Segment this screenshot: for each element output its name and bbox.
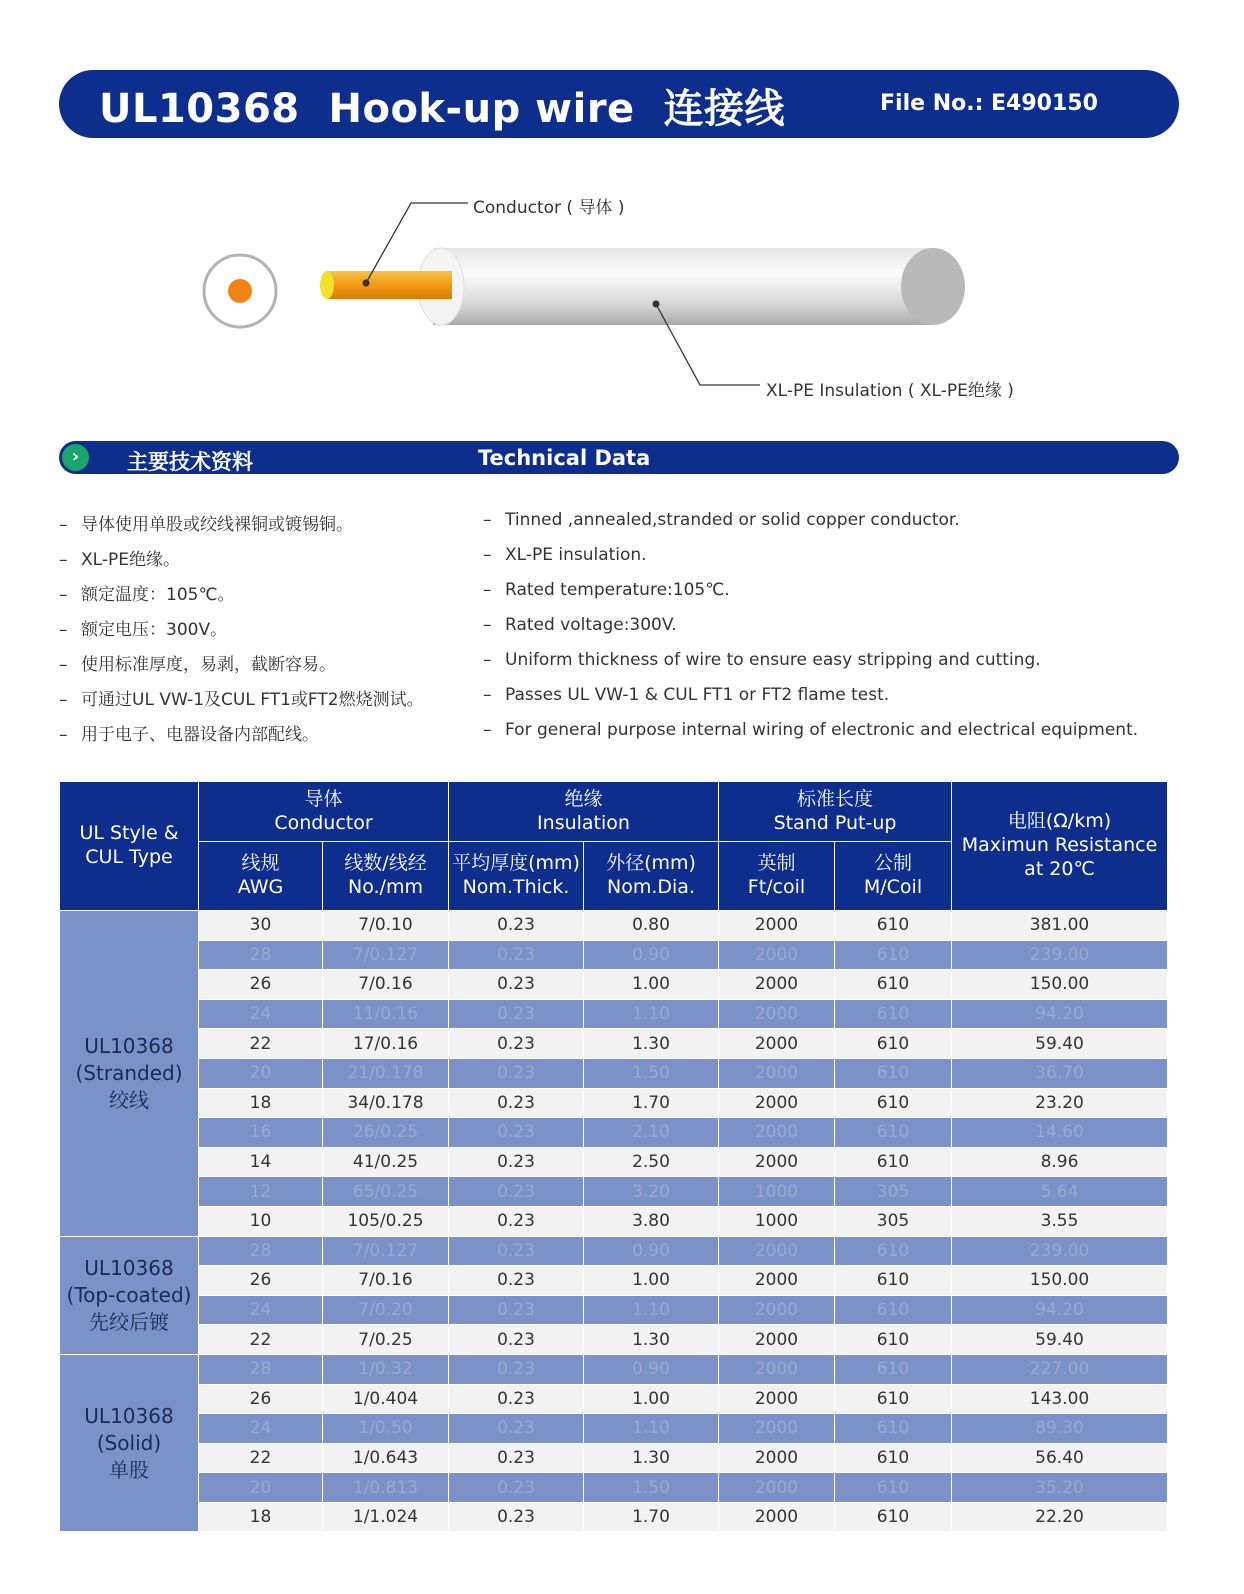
table-cell: 1/0.643 — [323, 1443, 449, 1473]
table-cell: 20 — [199, 1473, 323, 1503]
table-cell: 14.60 — [952, 1118, 1168, 1148]
header-putup: 标准长度 Stand Put-up — [719, 782, 952, 842]
table-cell: 20 — [199, 1058, 323, 1088]
table-row — [60, 940, 1168, 970]
table-cell: 17/0.16 — [323, 1029, 449, 1059]
table-cell: 26 — [199, 1266, 323, 1296]
table-cell: 21/0.178 — [323, 1058, 449, 1088]
table-cell: 0.23 — [449, 999, 584, 1029]
table-cell: 0.23 — [449, 1029, 584, 1059]
table-cell: 2000 — [719, 1354, 835, 1384]
table-cell: 3.20 — [584, 1177, 719, 1207]
table-cell: 2000 — [719, 911, 835, 941]
feature-cn-item: – 导体使用单股或绞线裸铜或镀锡铜。 — [59, 515, 353, 535]
table-cell: 1/0.813 — [323, 1473, 449, 1503]
table-cell: 610 — [835, 940, 952, 970]
table-cell: 239.00 — [952, 1236, 1168, 1266]
table-cell: 305 — [835, 1206, 952, 1236]
table-cell: 2000 — [719, 1236, 835, 1266]
table-cell: 2000 — [719, 1266, 835, 1296]
table-row — [60, 1266, 1168, 1296]
table-cell: 94.20 — [952, 999, 1168, 1029]
table-cell: 2000 — [719, 1325, 835, 1355]
table-cell: 7/0.127 — [323, 1236, 449, 1266]
table-cell: 2.50 — [584, 1147, 719, 1177]
table-cell: 1.00 — [584, 1266, 719, 1296]
header-insulation: 绝缘 Insulation — [449, 782, 719, 842]
table-cell: 24 — [199, 999, 323, 1029]
table-cell: 30 — [199, 911, 323, 941]
table-cell: 0.23 — [449, 1384, 584, 1414]
table-cell: 239.00 — [952, 940, 1168, 970]
table-cell: 610 — [835, 1473, 952, 1503]
table-cell: 1.00 — [584, 970, 719, 1000]
feature-en-item: – For general purpose internal wiring of electronic and electrical equipment. — [483, 720, 1139, 740]
table-cell: 610 — [835, 1443, 952, 1473]
table-cell: 610 — [835, 999, 952, 1029]
feature-en-item: – XL-PE insulation. — [483, 545, 647, 565]
table-cell: 7/0.127 — [323, 940, 449, 970]
table-cell: 26 — [199, 970, 323, 1000]
table-cell: 2000 — [719, 1029, 835, 1059]
table-cell: 1.70 — [584, 1502, 719, 1532]
feature-cn-item: – XL-PE绝缘。 — [59, 550, 180, 570]
table-cell: 8.96 — [952, 1147, 1168, 1177]
file-number: File No.: E490150 — [880, 91, 1098, 116]
table-row — [60, 1236, 1168, 1266]
table-cell: 1.30 — [584, 1443, 719, 1473]
table-cell: 610 — [835, 1236, 952, 1266]
section-title-en: Technical Data — [478, 446, 651, 470]
table-cell: 2000 — [719, 1295, 835, 1325]
feature-en-item: – Rated voltage:300V. — [483, 615, 677, 635]
table-cell: 1/1.024 — [323, 1502, 449, 1532]
table-cell: 28 — [199, 940, 323, 970]
table-cell: 0.23 — [449, 1058, 584, 1088]
table-cell: 94.20 — [952, 1295, 1168, 1325]
table-row — [60, 999, 1168, 1029]
table-cell: 0.23 — [449, 1502, 584, 1532]
table-cell: 24 — [199, 1414, 323, 1444]
header-m: 公制 M/Coil — [835, 842, 952, 911]
table-cell: 26/0.25 — [323, 1118, 449, 1148]
table-cell: 0.23 — [449, 970, 584, 1000]
table-cell: 16 — [199, 1118, 323, 1148]
table-cell: 24 — [199, 1295, 323, 1325]
table-row — [60, 1206, 1168, 1236]
conductor-core-icon — [320, 271, 452, 299]
table-cell: 10 — [199, 1206, 323, 1236]
table-cell: 1.10 — [584, 1414, 719, 1444]
table-cell: 28 — [199, 1354, 323, 1384]
table-cell: 610 — [835, 1354, 952, 1384]
table-cell: 1/0.32 — [323, 1354, 449, 1384]
table-row — [60, 911, 1168, 941]
table-cell: 89.30 — [952, 1414, 1168, 1444]
table-cell: 2000 — [719, 1443, 835, 1473]
table-cell: 28 — [199, 1236, 323, 1266]
table-cell: 2000 — [719, 940, 835, 970]
group-label: UL10368 (Top-coated) 先绞后镀 — [60, 1236, 199, 1354]
table-body — [60, 911, 1168, 1532]
table-row — [60, 1414, 1168, 1444]
table-cell: 22.20 — [952, 1502, 1168, 1532]
table-cell: 610 — [835, 1088, 952, 1118]
table-cell: 610 — [835, 1295, 952, 1325]
table-cell: 2000 — [719, 1502, 835, 1532]
table-cell: 65/0.25 — [323, 1177, 449, 1207]
header-conductor: 导体 Conductor — [199, 782, 449, 842]
table-cell: 7/0.10 — [323, 911, 449, 941]
table-row — [60, 1384, 1168, 1414]
feature-cn-item: – 额定电压：300V。 — [59, 620, 228, 640]
table-cell: 18 — [199, 1088, 323, 1118]
table-cell: 1.70 — [584, 1088, 719, 1118]
table-cell: 1.10 — [584, 1295, 719, 1325]
table-cell: 7/0.16 — [323, 970, 449, 1000]
feature-en-item: – Tinned ,annealed,stranded or solid copper conductor. — [483, 510, 960, 530]
header-style: UL Style & CUL Type — [60, 782, 199, 911]
table-cell: 610 — [835, 1118, 952, 1148]
table-cell: 7/0.20 — [323, 1295, 449, 1325]
table-row — [60, 1088, 1168, 1118]
table-cell: 2.10 — [584, 1118, 719, 1148]
table-row — [60, 1029, 1168, 1059]
group-label: UL10368 (Stranded) 绞线 — [60, 911, 199, 1237]
table-cell: 0.23 — [449, 1295, 584, 1325]
table-cell: 0.23 — [449, 1443, 584, 1473]
table-cell: 0.23 — [449, 1266, 584, 1296]
table-row — [60, 1502, 1168, 1532]
table-cell: 14 — [199, 1147, 323, 1177]
header-ft: 英制 Ft/coil — [719, 842, 835, 911]
table-cell: 0.23 — [449, 911, 584, 941]
table-row — [60, 1443, 1168, 1473]
table-row — [60, 1295, 1168, 1325]
table-cell: 3.80 — [584, 1206, 719, 1236]
insulation-jacket-icon — [418, 248, 965, 325]
table-cell: 22 — [199, 1443, 323, 1473]
table-cell: 18 — [199, 1502, 323, 1532]
table-cell: 0.23 — [449, 1473, 584, 1503]
table-row — [60, 1354, 1168, 1384]
table-cell: 35.20 — [952, 1473, 1168, 1503]
table-cell: 105/0.25 — [323, 1206, 449, 1236]
table-cell: 610 — [835, 1325, 952, 1355]
table-cell: 1.30 — [584, 1325, 719, 1355]
table-cell: 36.70 — [952, 1058, 1168, 1088]
table-cell: 2000 — [719, 1414, 835, 1444]
table-cell: 7/0.25 — [323, 1325, 449, 1355]
page-title: UL10368 Hook-up wire 连接线 — [99, 86, 786, 132]
table-cell: 34/0.178 — [323, 1088, 449, 1118]
header-resistance: 电阻(Ω/km) Maximun Resistance at 20℃ — [952, 782, 1168, 911]
table-row — [60, 1325, 1168, 1355]
table-cell: 0.23 — [449, 1147, 584, 1177]
table-cell: 5.64 — [952, 1177, 1168, 1207]
table-cell: 2000 — [719, 1473, 835, 1503]
table-cell: 11/0.16 — [323, 999, 449, 1029]
table-cell: 610 — [835, 970, 952, 1000]
feature-cn-item: – 额定温度：105℃。 — [59, 585, 235, 605]
insulation-label: XL-PE Insulation ( XL-PE绝缘 ) — [766, 381, 1014, 401]
table-cell: 0.23 — [449, 1177, 584, 1207]
conductor-label: Conductor ( 导体 ) — [473, 198, 625, 218]
table-cell: 1000 — [719, 1206, 835, 1236]
table-cell: 1.50 — [584, 1058, 719, 1088]
table-cell: 0.90 — [584, 1354, 719, 1384]
table-row — [60, 1058, 1168, 1088]
table-cell: 2000 — [719, 1058, 835, 1088]
spec-table — [59, 781, 1168, 1532]
table-cell: 610 — [835, 911, 952, 941]
table-cell: 1.30 — [584, 1029, 719, 1059]
table-cell: 0.90 — [584, 940, 719, 970]
table-cell: 2000 — [719, 1118, 835, 1148]
table-cell: 1.50 — [584, 1473, 719, 1503]
table-cell: 610 — [835, 1414, 952, 1444]
table-cell: 150.00 — [952, 970, 1168, 1000]
table-cell: 41/0.25 — [323, 1147, 449, 1177]
table-cell: 227.00 — [952, 1354, 1168, 1384]
table-cell: 1.10 — [584, 999, 719, 1029]
table-row — [60, 970, 1168, 1000]
table-cell: 0.80 — [584, 911, 719, 941]
table-cell: 23.20 — [952, 1088, 1168, 1118]
table-cell: 0.90 — [584, 1236, 719, 1266]
table-cell: 59.40 — [952, 1029, 1168, 1059]
table-cell: 381.00 — [952, 911, 1168, 941]
section-title-cn: 主要技术资料 — [127, 450, 253, 474]
table-cell: 59.40 — [952, 1325, 1168, 1355]
table-cell: 1000 — [719, 1177, 835, 1207]
table-cell: 1/0.50 — [323, 1414, 449, 1444]
table-cell: 26 — [199, 1384, 323, 1414]
feature-cn-item: – 用于电子、电器设备内部配线。 — [59, 725, 319, 745]
feature-cn-item: – 使用标准厚度，易剥，截断容易。 — [59, 655, 336, 675]
table-cell: 305 — [835, 1177, 952, 1207]
table-cell: 610 — [835, 1266, 952, 1296]
feature-en-item: – Passes UL VW-1 & CUL FT1 or FT2 flame test. — [483, 685, 890, 705]
feature-en-item: – Rated temperature:105℃. — [483, 580, 730, 600]
table-cell: 0.23 — [449, 1414, 584, 1444]
table-cell: 1.00 — [584, 1384, 719, 1414]
table-row — [60, 1177, 1168, 1207]
table-cell: 1/0.404 — [323, 1384, 449, 1414]
table-cell: 2000 — [719, 999, 835, 1029]
header-awg: 线规 AWG — [199, 842, 323, 911]
table-cell: 610 — [835, 1029, 952, 1059]
table-cell: 610 — [835, 1147, 952, 1177]
table-cell: 7/0.16 — [323, 1266, 449, 1296]
header-thick: 平均厚度(mm) Nom.Thick. — [449, 842, 584, 911]
chevron-right-icon: › — [62, 444, 89, 471]
table-cell: 22 — [199, 1325, 323, 1355]
feature-en-item: – Uniform thickness of wire to ensure easy stripping and cutting. — [483, 650, 1041, 670]
table-row — [60, 1118, 1168, 1148]
table-cell: 0.23 — [449, 1354, 584, 1384]
table-cell: 0.23 — [449, 1206, 584, 1236]
header-dia: 外径(mm) Nom.Dia. — [584, 842, 719, 911]
table-cell: 610 — [835, 1384, 952, 1414]
cross-section-icon — [204, 255, 276, 327]
table-cell: 610 — [835, 1502, 952, 1532]
table-row — [60, 1147, 1168, 1177]
table-cell: 143.00 — [952, 1384, 1168, 1414]
table-cell: 2000 — [719, 970, 835, 1000]
table-cell: 2000 — [719, 1384, 835, 1414]
table-cell: 610 — [835, 1058, 952, 1088]
table-cell: 2000 — [719, 1088, 835, 1118]
table-cell: 0.23 — [449, 940, 584, 970]
table-row — [60, 1473, 1168, 1503]
table-cell: 0.23 — [449, 1325, 584, 1355]
table-cell: 150.00 — [952, 1266, 1168, 1296]
table-cell: 3.55 — [952, 1206, 1168, 1236]
table-cell: 22 — [199, 1029, 323, 1059]
table-cell: 0.23 — [449, 1088, 584, 1118]
table-cell: 0.23 — [449, 1118, 584, 1148]
table-cell: 0.23 — [449, 1236, 584, 1266]
group-label: UL10368 (Solid) 单股 — [60, 1354, 199, 1532]
table-cell: 56.40 — [952, 1443, 1168, 1473]
table-cell: 12 — [199, 1177, 323, 1207]
feature-cn-item: – 可通过UL VW-1及CUL FT1或FT2燃烧测试。 — [59, 690, 424, 710]
header-strand: 线数/线经 No./mm — [323, 842, 449, 911]
table-cell: 2000 — [719, 1147, 835, 1177]
